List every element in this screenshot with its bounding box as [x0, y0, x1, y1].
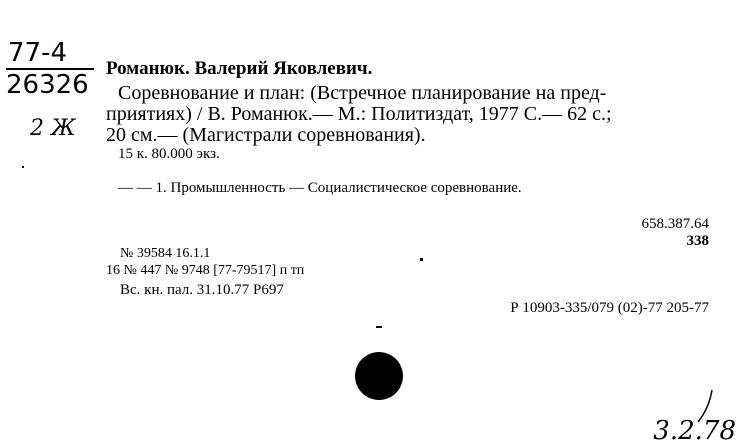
- handwritten-mark: 2 Ж: [30, 116, 76, 141]
- card-author-mark: 338: [686, 233, 709, 249]
- handwritten-shelf-number-bottom: 26326: [6, 70, 89, 100]
- card-description-line: 20 см.— (Магистрали соревнования).: [106, 124, 426, 146]
- handwritten-date: 3.2.78: [653, 416, 736, 446]
- card-copies: 15 к. 80.000 экз.: [118, 146, 220, 162]
- speck: [22, 166, 24, 168]
- card-author: Романюк. Валерий Яковлевич.: [106, 58, 373, 79]
- punch-hole: [355, 352, 403, 400]
- speck: [376, 326, 382, 328]
- card-print-line: Вс. кн. пал. 31.10.77 Р697: [120, 282, 284, 298]
- handwritten-shelf-number-top: 77-4: [8, 38, 68, 68]
- card-classification: 658.387.64: [641, 216, 709, 232]
- card-description-line: приятиях) / В. Романюк.— М.: Политиздат, 1977 С.— 62 с.;: [106, 103, 612, 125]
- speck: [420, 258, 423, 261]
- card-description-line: Соревнование и план: (Встречное планирование на пред-: [118, 82, 607, 104]
- card-print-index: Р 10903-335/079 (02)-77 205-77: [510, 300, 709, 316]
- card-print-line: № 39584 16.1.1: [120, 246, 211, 261]
- card-subject-heading: — — 1. Промышленность — Социалистическое соревнование.: [118, 180, 522, 196]
- card-print-line: 16 № 447 № 9748 [77-79517] п тп: [106, 263, 305, 278]
